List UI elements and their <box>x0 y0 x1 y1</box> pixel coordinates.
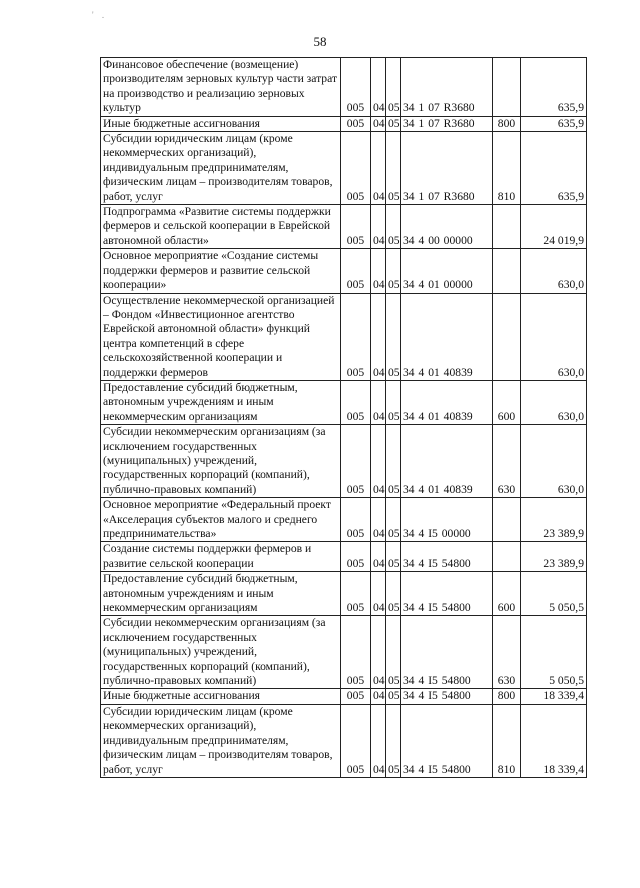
expense-type-code <box>493 249 521 293</box>
expense-type-code: 800 <box>493 689 521 704</box>
ministry-code: 005 <box>341 380 371 424</box>
amount: 5 050,5 <box>521 572 587 616</box>
program-code: 34 4 01 00000 <box>401 249 493 293</box>
amount: 23 389,9 <box>521 498 587 542</box>
subsection-code: 05 <box>386 704 401 777</box>
program-code: 34 4 01 40839 <box>401 425 493 498</box>
amount: 630,0 <box>521 380 587 424</box>
expense-type-code: 810 <box>493 704 521 777</box>
table-row <box>101 58 587 117</box>
table-row <box>101 704 587 777</box>
program-code: 34 1 07 R3680 <box>401 58 493 117</box>
subsection-code: 05 <box>386 205 401 249</box>
program-code: 34 4 00 00000 <box>401 205 493 249</box>
amount: 635,9 <box>521 132 587 205</box>
subsection-code: 05 <box>386 249 401 293</box>
row-name: Создание системы поддержки фермеров и развитие сельской кооперации <box>101 542 341 572</box>
row-name: Финансовое обеспечение (возмещение) производителям зерновых культур части затрат на производство и реализацию зерновых культур <box>101 58 341 117</box>
section-code: 04 <box>371 572 386 616</box>
ministry-code: 005 <box>341 572 371 616</box>
expense-type-code: 630 <box>493 616 521 689</box>
table-row <box>101 132 587 205</box>
row-name: Основное мероприятие «Федеральный проект «Акселерация субъектов малого и среднего предпринимательства» <box>101 498 341 542</box>
amount: 630,0 <box>521 293 587 380</box>
section-code: 04 <box>371 425 386 498</box>
expense-type-code <box>493 205 521 249</box>
section-code: 04 <box>371 249 386 293</box>
ministry-code: 005 <box>341 58 371 117</box>
amount: 18 339,4 <box>521 704 587 777</box>
amount: 23 389,9 <box>521 542 587 572</box>
row-name: Осуществление некоммерческой организацией – Фондом «Инвестиционное агентство Еврейской автономной области» функций центра компетенций в сфере сельскохозяйственной кооперации и поддержки фермеров <box>101 293 341 380</box>
row-name: Подпрограмма «Развитие системы поддержки фермеров и сельской кооперации в Еврейской автономной области» <box>101 205 341 249</box>
table-row <box>101 689 587 704</box>
scan-corner-mark: ' . <box>92 10 108 20</box>
budget-table <box>100 57 587 778</box>
subsection-code: 05 <box>386 293 401 380</box>
row-name: Иные бюджетные ассигнования <box>101 689 341 704</box>
subsection-code: 05 <box>386 380 401 424</box>
program-code: 34 4 I5 54800 <box>401 572 493 616</box>
ministry-code: 005 <box>341 116 371 131</box>
ministry-code: 005 <box>341 704 371 777</box>
expense-type-code <box>493 293 521 380</box>
ministry-code: 005 <box>341 425 371 498</box>
section-code: 04 <box>371 689 386 704</box>
program-code: 34 4 I5 54800 <box>401 689 493 704</box>
table-row <box>101 616 587 689</box>
program-code: 34 4 I5 54800 <box>401 542 493 572</box>
section-code: 04 <box>371 132 386 205</box>
ministry-code: 005 <box>341 616 371 689</box>
expense-type-code <box>493 498 521 542</box>
section-code: 04 <box>371 293 386 380</box>
budget-table-body <box>101 58 587 778</box>
table-row <box>101 425 587 498</box>
program-code: 34 4 01 40839 <box>401 293 493 380</box>
section-code: 04 <box>371 380 386 424</box>
subsection-code: 05 <box>386 572 401 616</box>
expense-type-code: 600 <box>493 572 521 616</box>
expense-type-code: 600 <box>493 380 521 424</box>
row-name: Основное мероприятие «Создание системы поддержки фермеров и развитие сельской кооперации» <box>101 249 341 293</box>
ministry-code: 005 <box>341 205 371 249</box>
expense-type-code <box>493 58 521 117</box>
section-code: 04 <box>371 58 386 117</box>
amount: 18 339,4 <box>521 689 587 704</box>
program-code: 34 4 I5 00000 <box>401 498 493 542</box>
amount: 635,9 <box>521 58 587 117</box>
expense-type-code: 810 <box>493 132 521 205</box>
ministry-code: 005 <box>341 249 371 293</box>
ministry-code: 005 <box>341 293 371 380</box>
subsection-code: 05 <box>386 132 401 205</box>
ministry-code: 005 <box>341 689 371 704</box>
section-code: 04 <box>371 116 386 131</box>
expense-type-code: 630 <box>493 425 521 498</box>
row-name: Субсидии некоммерческим организациям (за исключением государственных (муниципальных) учреждений, государственных корпораций (компаний), публично-правовых компаний) <box>101 616 341 689</box>
subsection-code: 05 <box>386 498 401 542</box>
program-code: 34 4 I5 54800 <box>401 616 493 689</box>
expense-type-code <box>493 542 521 572</box>
section-code: 04 <box>371 616 386 689</box>
amount: 630,0 <box>521 425 587 498</box>
table-row <box>101 380 587 424</box>
table-row <box>101 249 587 293</box>
ministry-code: 005 <box>341 542 371 572</box>
table-row <box>101 205 587 249</box>
amount: 635,9 <box>521 116 587 131</box>
row-name: Субсидии некоммерческим организациям (за исключением государственных (муниципальных) учреждений, государственных корпораций (компаний), публично-правовых компаний) <box>101 425 341 498</box>
table-row <box>101 542 587 572</box>
subsection-code: 05 <box>386 689 401 704</box>
row-name: Иные бюджетные ассигнования <box>101 116 341 131</box>
amount: 24 019,9 <box>521 205 587 249</box>
subsection-code: 05 <box>386 116 401 131</box>
table-row <box>101 293 587 380</box>
section-code: 04 <box>371 704 386 777</box>
subsection-code: 05 <box>386 542 401 572</box>
row-name: Предоставление субсидий бюджетным, автономным учреждениям и иным некоммерческим организациям <box>101 572 341 616</box>
subsection-code: 05 <box>386 58 401 117</box>
section-code: 04 <box>371 542 386 572</box>
ministry-code: 005 <box>341 498 371 542</box>
table-row <box>101 572 587 616</box>
row-name: Субсидии юридическим лицам (кроме некоммерческих организаций), индивидуальным предпринимателям, физическим лицам – производителям товаров, работ, услуг <box>101 704 341 777</box>
subsection-code: 05 <box>386 616 401 689</box>
row-name: Субсидии юридическим лицам (кроме некоммерческих организаций), индивидуальным предпринимателям, физическим лицам – производителям товаров, работ, услуг <box>101 132 341 205</box>
amount: 5 050,5 <box>521 616 587 689</box>
program-code: 34 4 01 40839 <box>401 380 493 424</box>
subsection-code: 05 <box>386 425 401 498</box>
ministry-code: 005 <box>341 132 371 205</box>
section-code: 04 <box>371 498 386 542</box>
expense-type-code: 800 <box>493 116 521 131</box>
table-row <box>101 498 587 542</box>
program-code: 34 4 I5 54800 <box>401 704 493 777</box>
section-code: 04 <box>371 205 386 249</box>
program-code: 34 1 07 R3680 <box>401 132 493 205</box>
amount: 630,0 <box>521 249 587 293</box>
row-name: Предоставление субсидий бюджетным, автономным учреждениям и иным некоммерческим организациям <box>101 380 341 424</box>
table-row <box>101 116 587 131</box>
program-code: 34 1 07 R3680 <box>401 116 493 131</box>
page-number: 58 <box>313 34 327 49</box>
